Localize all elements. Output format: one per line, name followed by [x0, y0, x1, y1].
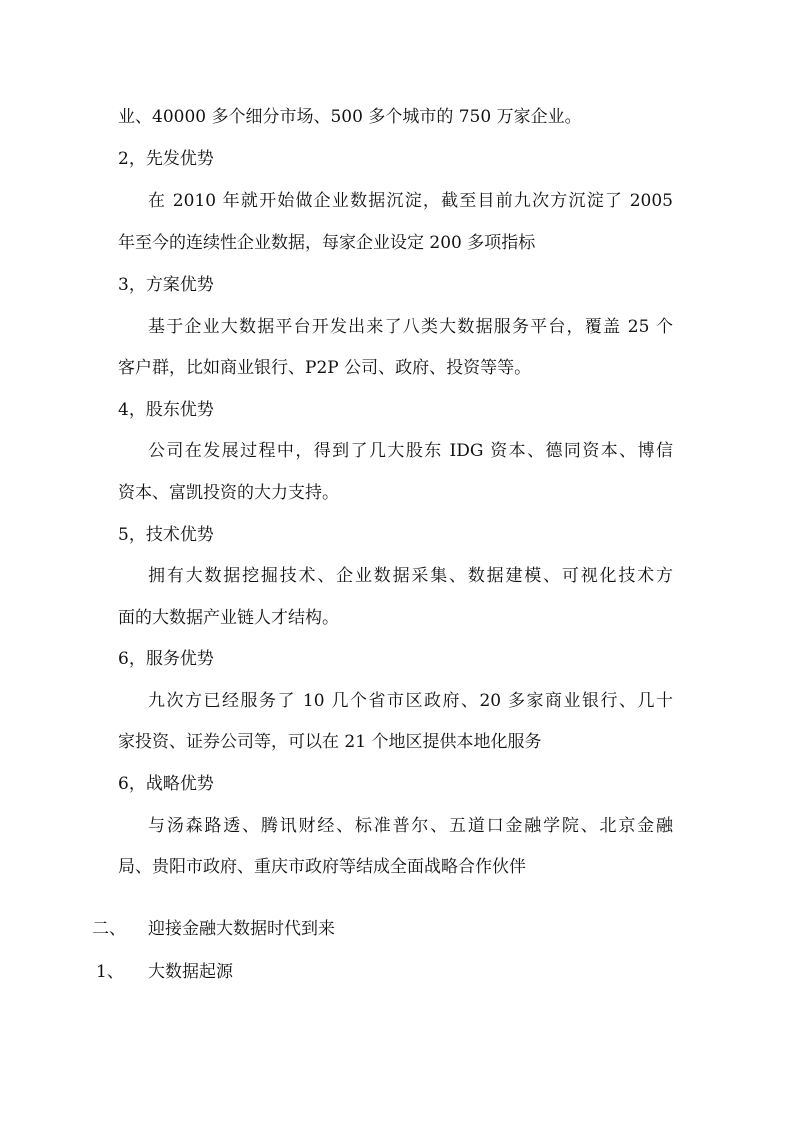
paragraph-line: 在 2010 年就开始做企业数据沉淀，截至目前九次方沉淀了 2005: [148, 191, 673, 211]
section-title: 迎接金融大数据时代到来: [148, 919, 335, 939]
heading-shareholder-advantage: 4，股东优势: [118, 400, 214, 420]
paragraph-line: 基于企业大数据平台开发出来了八类大数据服务平台，覆盖 25 个: [148, 317, 673, 337]
subsection-title: 大数据起源: [148, 962, 233, 982]
paragraph-line: 局、贵阳市政府、重庆市政府等结成全面战略合作伙伴: [118, 857, 526, 877]
paragraph-line: 年至今的连续性企业数据，每家企业设定 200 多项指标: [118, 233, 536, 253]
paragraph-line: 面的大数据产业链人才结构。: [118, 608, 339, 628]
paragraph-line: 九次方已经服务了 10 几个省市区政府、20 多家商业银行、几十: [148, 691, 673, 711]
paragraph-line: 客户群，比如商业银行、P2P 公司、政府、投资等等。: [118, 358, 532, 378]
paragraph-line: 家投资、证券公司等，可以在 21 个地区提供本地化服务: [118, 732, 542, 752]
paragraph-line: 拥有大数据挖掘技术、企业数据采集、数据建模、可视化技术方: [148, 566, 673, 586]
heading-solution-advantage: 3，方案优势: [118, 275, 214, 295]
subsection-number: 1、: [96, 962, 124, 982]
paragraph-line: 与汤森路透、腾讯财经、标准普尔、五道口金融学院、北京金融: [148, 816, 673, 836]
heading-strategic-advantage: 6，战略优势: [118, 774, 214, 794]
heading-first-mover-advantage: 2，先发优势: [118, 149, 214, 169]
heading-service-advantage: 6，服务优势: [118, 649, 214, 669]
paragraph-line: 资本、富凯投资的大力支持。: [118, 483, 339, 503]
paragraph-line: 业、40000 多个细分市场、500 多个城市的 750 万家企业。: [118, 107, 582, 127]
section-number: 二、: [92, 919, 126, 939]
paragraph-line: 公司在发展过程中，得到了几大股东 IDG 资本、德同资本、博信: [148, 441, 673, 461]
heading-technology-advantage: 5，技术优势: [118, 525, 214, 545]
